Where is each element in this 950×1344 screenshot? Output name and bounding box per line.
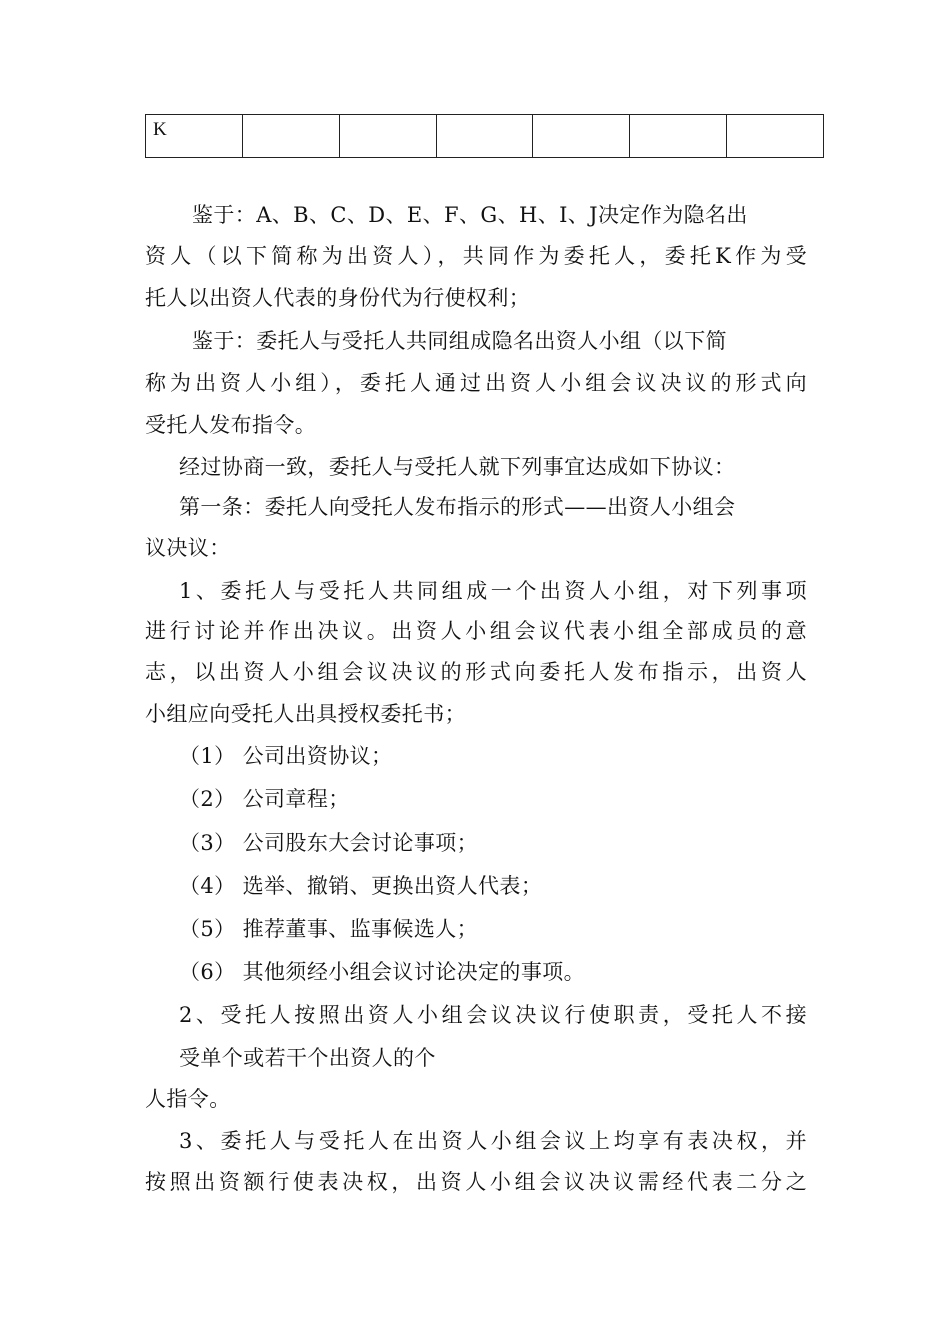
preamble-line: 经过协商一致，委托人与受托人就下列事宜达成如下协议： [179,455,736,479]
table-row [146,115,824,158]
table-cell [533,115,630,158]
party-table [145,114,824,158]
table-cell [727,115,824,158]
clause-1-line-1: 1、委托人与受托人共同组成一个出资人小组，对下列事项 [179,579,807,603]
article-1-heading-line-2: 议决议： [145,536,231,560]
recital-1-line-2: 资人（以下简称为出资人），共同作为委托人，委托K作为受 [145,244,807,268]
recital-2-line-3: 受托人发布指令。 [145,413,317,437]
recital-2-line-1: 鉴于：委托人与受托人共同组成隐名出资人小组（以下简 [192,329,727,353]
clause-2-line-1: 2、受托人按照出资人小组会议决议行使职责，受托人不接 [179,1003,807,1027]
clause-1-line-4: 小组应向受托人出具授权委托书； [145,702,466,726]
clause-1-line-3: 志，以出资人小组会议决议的形式向委托人发布指示，出资人 [145,660,807,684]
clause-3-line-2: 按照出资额行使表决权，出资人小组会议决议需经代表二分之 [145,1170,807,1194]
recital-2-line-2: 称为出资人小组），委托人通过出资人小组会议决议的形式向 [145,371,807,395]
recital-1-line-3: 托人以出资人代表的身份代为行使权利； [145,286,531,310]
list-item: （1） 公司出资协议； [179,744,393,768]
table-cell [242,115,339,158]
table-cell [339,115,436,158]
clause-1-line-2: 进行讨论并作出决议。出资人小组会议代表小组全部成员的意 [145,619,807,643]
clause-2-line-2: 受单个或若干个出资人的个 [179,1046,436,1070]
list-item: （5） 推荐董事、监事候选人； [179,917,479,941]
list-item: （6） 其他须经小组会议讨论决定的事项。 [179,960,586,984]
table-cell [436,115,533,158]
list-item: （2） 公司章程； [179,787,350,811]
list-item: （3） 公司股东大会讨论事项； [179,831,479,855]
clause-2-line-3: 人指令。 [145,1087,231,1111]
clause-3-line-1: 3、委托人与受托人在出资人小组会议上均享有表决权，并 [179,1129,807,1153]
list-item: （4） 选举、撤销、更换出资人代表； [179,874,543,898]
table-cell [630,115,727,158]
article-1-heading-line-1: 第一条：委托人向受托人发布指示的形式——出资人小组会 [179,495,736,519]
table-cell-party: K [146,115,243,158]
recital-1-line-1: 鉴于：A、B、C、D、E、F、G、H、I、J决定作为隐名出 [192,203,748,227]
